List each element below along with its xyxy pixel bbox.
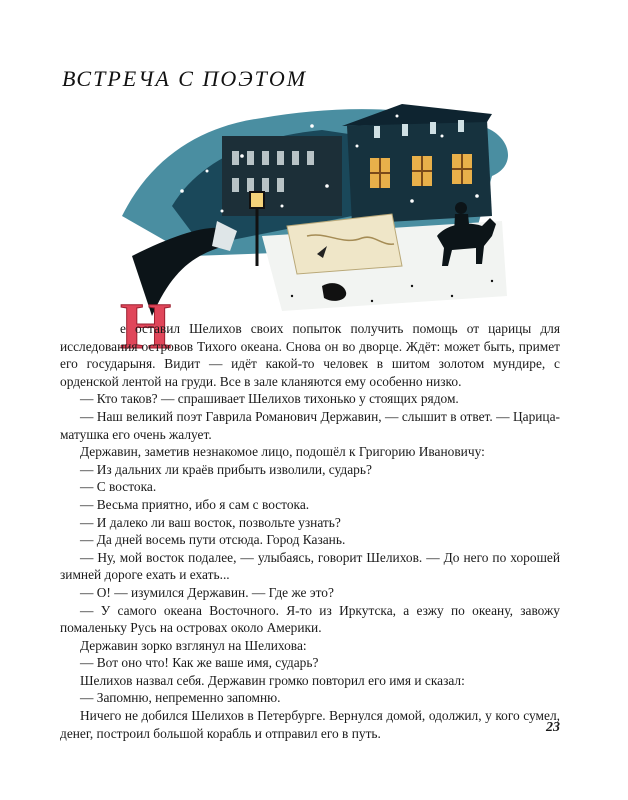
paragraph: — О! — изумился Державин. — Где же это? (80, 584, 334, 600)
paragraph: — Кто таков? — спрашивает Шелихов тихонько у стоящих рядом. (80, 391, 459, 407)
paragraph: Шелихов назвал себя. Державин громко повторил его имя и сказал: (80, 672, 465, 688)
paragraph: — И далеко ли ваш восток, позвольте узнать? (80, 514, 341, 530)
paragraph: — У самого океана Восточного. Я-то из Иркутска, а езжу по океану, завожу помаленьку Русь на островах около Америки. (60, 602, 560, 636)
page-number: 23 (546, 720, 560, 735)
lamp (250, 192, 264, 208)
paragraph: Ничего не добился Шелихов в Петербурге. Вернулся домой, одолжил, у кого сумел, денег, построил большой корабль и отправил его в путь. (60, 708, 560, 741)
paragraph: — Вот оно что! Как же ваше имя, сударь? (80, 655, 319, 671)
paragraph: — Запомню, непременно запомню. (80, 690, 281, 706)
paragraph: — Весьма приятно, ибо я сам с востока. (80, 496, 310, 512)
paragraph: е оставил Шелихов своих попыток получить помощь от царицы для исследования островов Тихого океана. Снова он во дворце. Ждёт: может быть, примет его государыня. Видит — идёт какой-то человек в шитом золотом мундире, с орденской лентой на груди. Все в зале кланяются ему особенно низко. (60, 321, 560, 389)
body-text (60, 320, 560, 742)
paragraph: Державин зорко взглянул на Шелихова: (80, 637, 307, 653)
paragraph: Державин, заметив незнакомое лицо, подошёл к Григорию Ивановичу: (80, 444, 485, 460)
palace-left (222, 136, 342, 216)
paragraph: — Да дней восемь пути отсюда. Город Казань. (80, 532, 346, 548)
paragraph: — Из дальних ли краёв прибыть изволили, сударь? (80, 461, 372, 477)
paragraph: — С востока. (80, 479, 157, 495)
chapter-title: ВСТРЕЧА С ПОЭТОМ (62, 66, 308, 91)
paragraph: — Наш великий поэт Гаврила Романович Державин, — слышит в ответ. — Царица-матушка его очень жалует. (60, 408, 560, 442)
dropcap-letter: Н (120, 292, 172, 354)
paragraph: — Ну, мой восток подалее, — улыбаясь, говорит Шелихов. — До него по хорошей зимней дороге ехать и ехать... (60, 549, 560, 583)
